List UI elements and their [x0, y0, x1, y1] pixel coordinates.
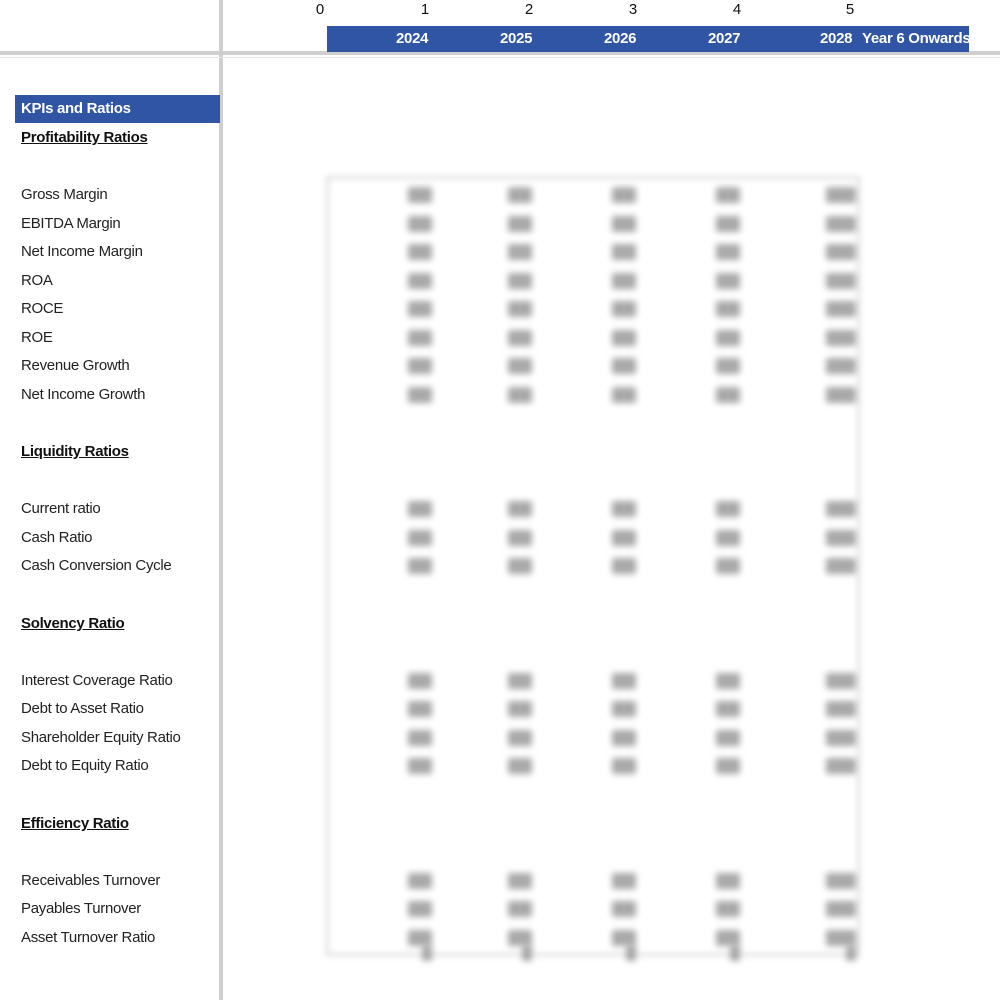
- blurred-value-cell[interactable]: [612, 358, 636, 374]
- blurred-value-cell[interactable]: [716, 873, 740, 889]
- blurred-value-cell[interactable]: [508, 901, 532, 917]
- blurred-value-cell[interactable]: [508, 530, 532, 546]
- blurred-value-cell[interactable]: [826, 558, 856, 574]
- row-label[interactable]: Debt to Equity Ratio: [21, 757, 149, 774]
- blurred-value-cell[interactable]: [826, 273, 856, 289]
- blurred-value-cell[interactable]: [408, 358, 432, 374]
- row-label[interactable]: Net Income Growth: [21, 386, 146, 403]
- blurred-value-cell[interactable]: [612, 730, 636, 746]
- blurred-value-cell[interactable]: [508, 187, 532, 203]
- blurred-value-cell[interactable]: [408, 273, 432, 289]
- blurred-value-cell[interactable]: [826, 673, 856, 689]
- row-label[interactable]: Gross Margin: [21, 186, 108, 203]
- row-label[interactable]: Debt to Asset Ratio: [21, 700, 144, 717]
- header-divider-thin: [0, 57, 1000, 58]
- row-label[interactable]: Cash Ratio: [21, 529, 93, 546]
- blurred-value-cell[interactable]: [730, 945, 740, 961]
- column-index: 4: [732, 1, 742, 18]
- blurred-value-cell[interactable]: [508, 358, 532, 374]
- column-index: 2: [524, 1, 534, 18]
- blurred-value-cell[interactable]: [826, 530, 856, 546]
- blurred-value-cell[interactable]: [716, 901, 740, 917]
- blurred-value-cell[interactable]: [716, 387, 740, 403]
- row-label[interactable]: Net Income Margin: [21, 243, 143, 260]
- blurred-value-cell[interactable]: [408, 701, 432, 717]
- column-divider: [219, 0, 223, 1000]
- column-index: 0: [315, 1, 325, 18]
- blurred-value-cell[interactable]: [846, 945, 856, 961]
- blurred-value-cell[interactable]: [508, 758, 532, 774]
- blurred-value-cell[interactable]: [612, 273, 636, 289]
- blurred-value-cell[interactable]: [508, 216, 532, 232]
- blurred-value-cell[interactable]: [612, 673, 636, 689]
- blurred-value-cell[interactable]: [612, 701, 636, 717]
- blurred-value-cell[interactable]: [408, 387, 432, 403]
- blurred-value-cell[interactable]: [408, 501, 432, 517]
- blurred-value-cell[interactable]: [826, 701, 856, 717]
- blurred-value-cell[interactable]: [408, 930, 432, 946]
- blurred-value-cell[interactable]: [408, 216, 432, 232]
- row-label[interactable]: EBITDA Margin: [21, 215, 121, 232]
- year-header[interactable]: Year 6 Onwards: [862, 30, 971, 47]
- blurred-value-cell[interactable]: [422, 945, 432, 961]
- blurred-value-cell[interactable]: [612, 187, 636, 203]
- row-label[interactable]: Interest Coverage Ratio: [21, 672, 173, 689]
- blurred-value-cell[interactable]: [408, 558, 432, 574]
- blurred-value-cell[interactable]: [826, 930, 856, 946]
- blurred-value-cell[interactable]: [716, 301, 740, 317]
- column-index: 3: [628, 1, 638, 18]
- row-label[interactable]: ROA: [21, 272, 53, 289]
- blurred-value-cell[interactable]: [716, 187, 740, 203]
- blurred-value-cell[interactable]: [508, 501, 532, 517]
- year-header[interactable]: 2027: [708, 30, 741, 47]
- blurred-value-cell[interactable]: [612, 501, 636, 517]
- blurred-value-cell[interactable]: [612, 244, 636, 260]
- blurred-value-cell[interactable]: [508, 673, 532, 689]
- blurred-value-cell[interactable]: [826, 301, 856, 317]
- blurred-value-cell[interactable]: [826, 758, 856, 774]
- blurred-value-cell[interactable]: [716, 730, 740, 746]
- blurred-value-cell[interactable]: [716, 358, 740, 374]
- blurred-value-cell[interactable]: [826, 330, 856, 346]
- blurred-value-cell[interactable]: [612, 758, 636, 774]
- blurred-value-cell[interactable]: [716, 244, 740, 260]
- row-label[interactable]: ROE: [21, 329, 53, 346]
- blurred-value-cell[interactable]: [408, 901, 432, 917]
- blurred-value-cell[interactable]: [508, 701, 532, 717]
- year-header[interactable]: 2028: [820, 30, 853, 47]
- blurred-value-cell[interactable]: [612, 930, 636, 946]
- group-title[interactable]: Liquidity Ratios: [21, 443, 129, 460]
- blurred-value-cell[interactable]: [716, 930, 740, 946]
- blurred-value-cell[interactable]: [408, 187, 432, 203]
- blurred-value-cell[interactable]: [408, 673, 432, 689]
- blurred-value-cell[interactable]: [826, 873, 856, 889]
- row-label[interactable]: Revenue Growth: [21, 357, 130, 374]
- blurred-value-cell[interactable]: [612, 530, 636, 546]
- blurred-value-cell[interactable]: [716, 758, 740, 774]
- blurred-value-cell[interactable]: [612, 558, 636, 574]
- group-title[interactable]: Solvency Ratio: [21, 615, 125, 632]
- column-index: 1: [420, 1, 430, 18]
- blurred-value-cell[interactable]: [716, 273, 740, 289]
- blurred-value-cell[interactable]: [826, 187, 856, 203]
- blurred-value-cell[interactable]: [716, 701, 740, 717]
- blurred-value-cell[interactable]: [508, 387, 532, 403]
- blurred-value-cell[interactable]: [508, 330, 532, 346]
- blurred-value-cell[interactable]: [716, 673, 740, 689]
- blurred-value-cell[interactable]: [716, 330, 740, 346]
- row-label[interactable]: Cash Conversion Cycle: [21, 557, 172, 574]
- blurred-value-cell[interactable]: [612, 301, 636, 317]
- section-title[interactable]: KPIs and Ratios: [21, 100, 131, 117]
- blurred-value-cell[interactable]: [826, 358, 856, 374]
- group-title[interactable]: Profitability Ratios: [21, 129, 148, 146]
- row-label[interactable]: Asset Turnover Ratio: [21, 929, 156, 946]
- blurred-value-cell[interactable]: [408, 873, 432, 889]
- blurred-value-cell[interactable]: [408, 730, 432, 746]
- blurred-value-cell[interactable]: [612, 216, 636, 232]
- blurred-value-cell[interactable]: [612, 387, 636, 403]
- blurred-value-cell[interactable]: [626, 945, 636, 961]
- blurred-value-cell[interactable]: [508, 244, 532, 260]
- column-index: 5: [845, 1, 855, 18]
- blurred-value-cell[interactable]: [508, 930, 532, 946]
- blurred-value-cell[interactable]: [826, 216, 856, 232]
- row-label[interactable]: ROCE: [21, 300, 64, 317]
- blurred-value-cell[interactable]: [716, 558, 740, 574]
- blurred-value-cell[interactable]: [508, 301, 532, 317]
- blurred-value-cell[interactable]: [508, 873, 532, 889]
- blurred-value-cell[interactable]: [612, 873, 636, 889]
- blurred-value-cell[interactable]: [408, 301, 432, 317]
- blurred-value-cell[interactable]: [826, 244, 856, 260]
- blurred-value-cell[interactable]: [826, 387, 856, 403]
- blurred-value-cell[interactable]: [826, 730, 856, 746]
- blurred-value-cell[interactable]: [508, 730, 532, 746]
- row-label[interactable]: Payables Turnover: [21, 900, 141, 917]
- blurred-value-cell[interactable]: [508, 273, 532, 289]
- row-label[interactable]: Shareholder Equity Ratio: [21, 729, 181, 746]
- blurred-value-cell[interactable]: [716, 530, 740, 546]
- blurred-value-cell[interactable]: [716, 216, 740, 232]
- blurred-value-cell[interactable]: [612, 330, 636, 346]
- blurred-values-area: [326, 176, 860, 956]
- blurred-value-cell[interactable]: [716, 501, 740, 517]
- blurred-value-cell[interactable]: [508, 558, 532, 574]
- year-header[interactable]: 2024: [396, 30, 429, 47]
- blurred-value-cell[interactable]: [826, 501, 856, 517]
- blurred-value-cell[interactable]: [826, 901, 856, 917]
- blurred-value-cell[interactable]: [612, 901, 636, 917]
- year-header[interactable]: 2026: [604, 30, 637, 47]
- group-title[interactable]: Efficiency Ratio: [21, 815, 129, 832]
- blurred-value-cell[interactable]: [408, 244, 432, 260]
- blurred-value-cell[interactable]: [408, 530, 432, 546]
- blurred-value-cell[interactable]: [408, 758, 432, 774]
- blurred-value-cell[interactable]: [522, 945, 532, 961]
- row-label[interactable]: Receivables Turnover: [21, 872, 161, 889]
- year-header[interactable]: 2025: [500, 30, 533, 47]
- row-label[interactable]: Current ratio: [21, 500, 101, 517]
- blurred-value-cell[interactable]: [408, 330, 432, 346]
